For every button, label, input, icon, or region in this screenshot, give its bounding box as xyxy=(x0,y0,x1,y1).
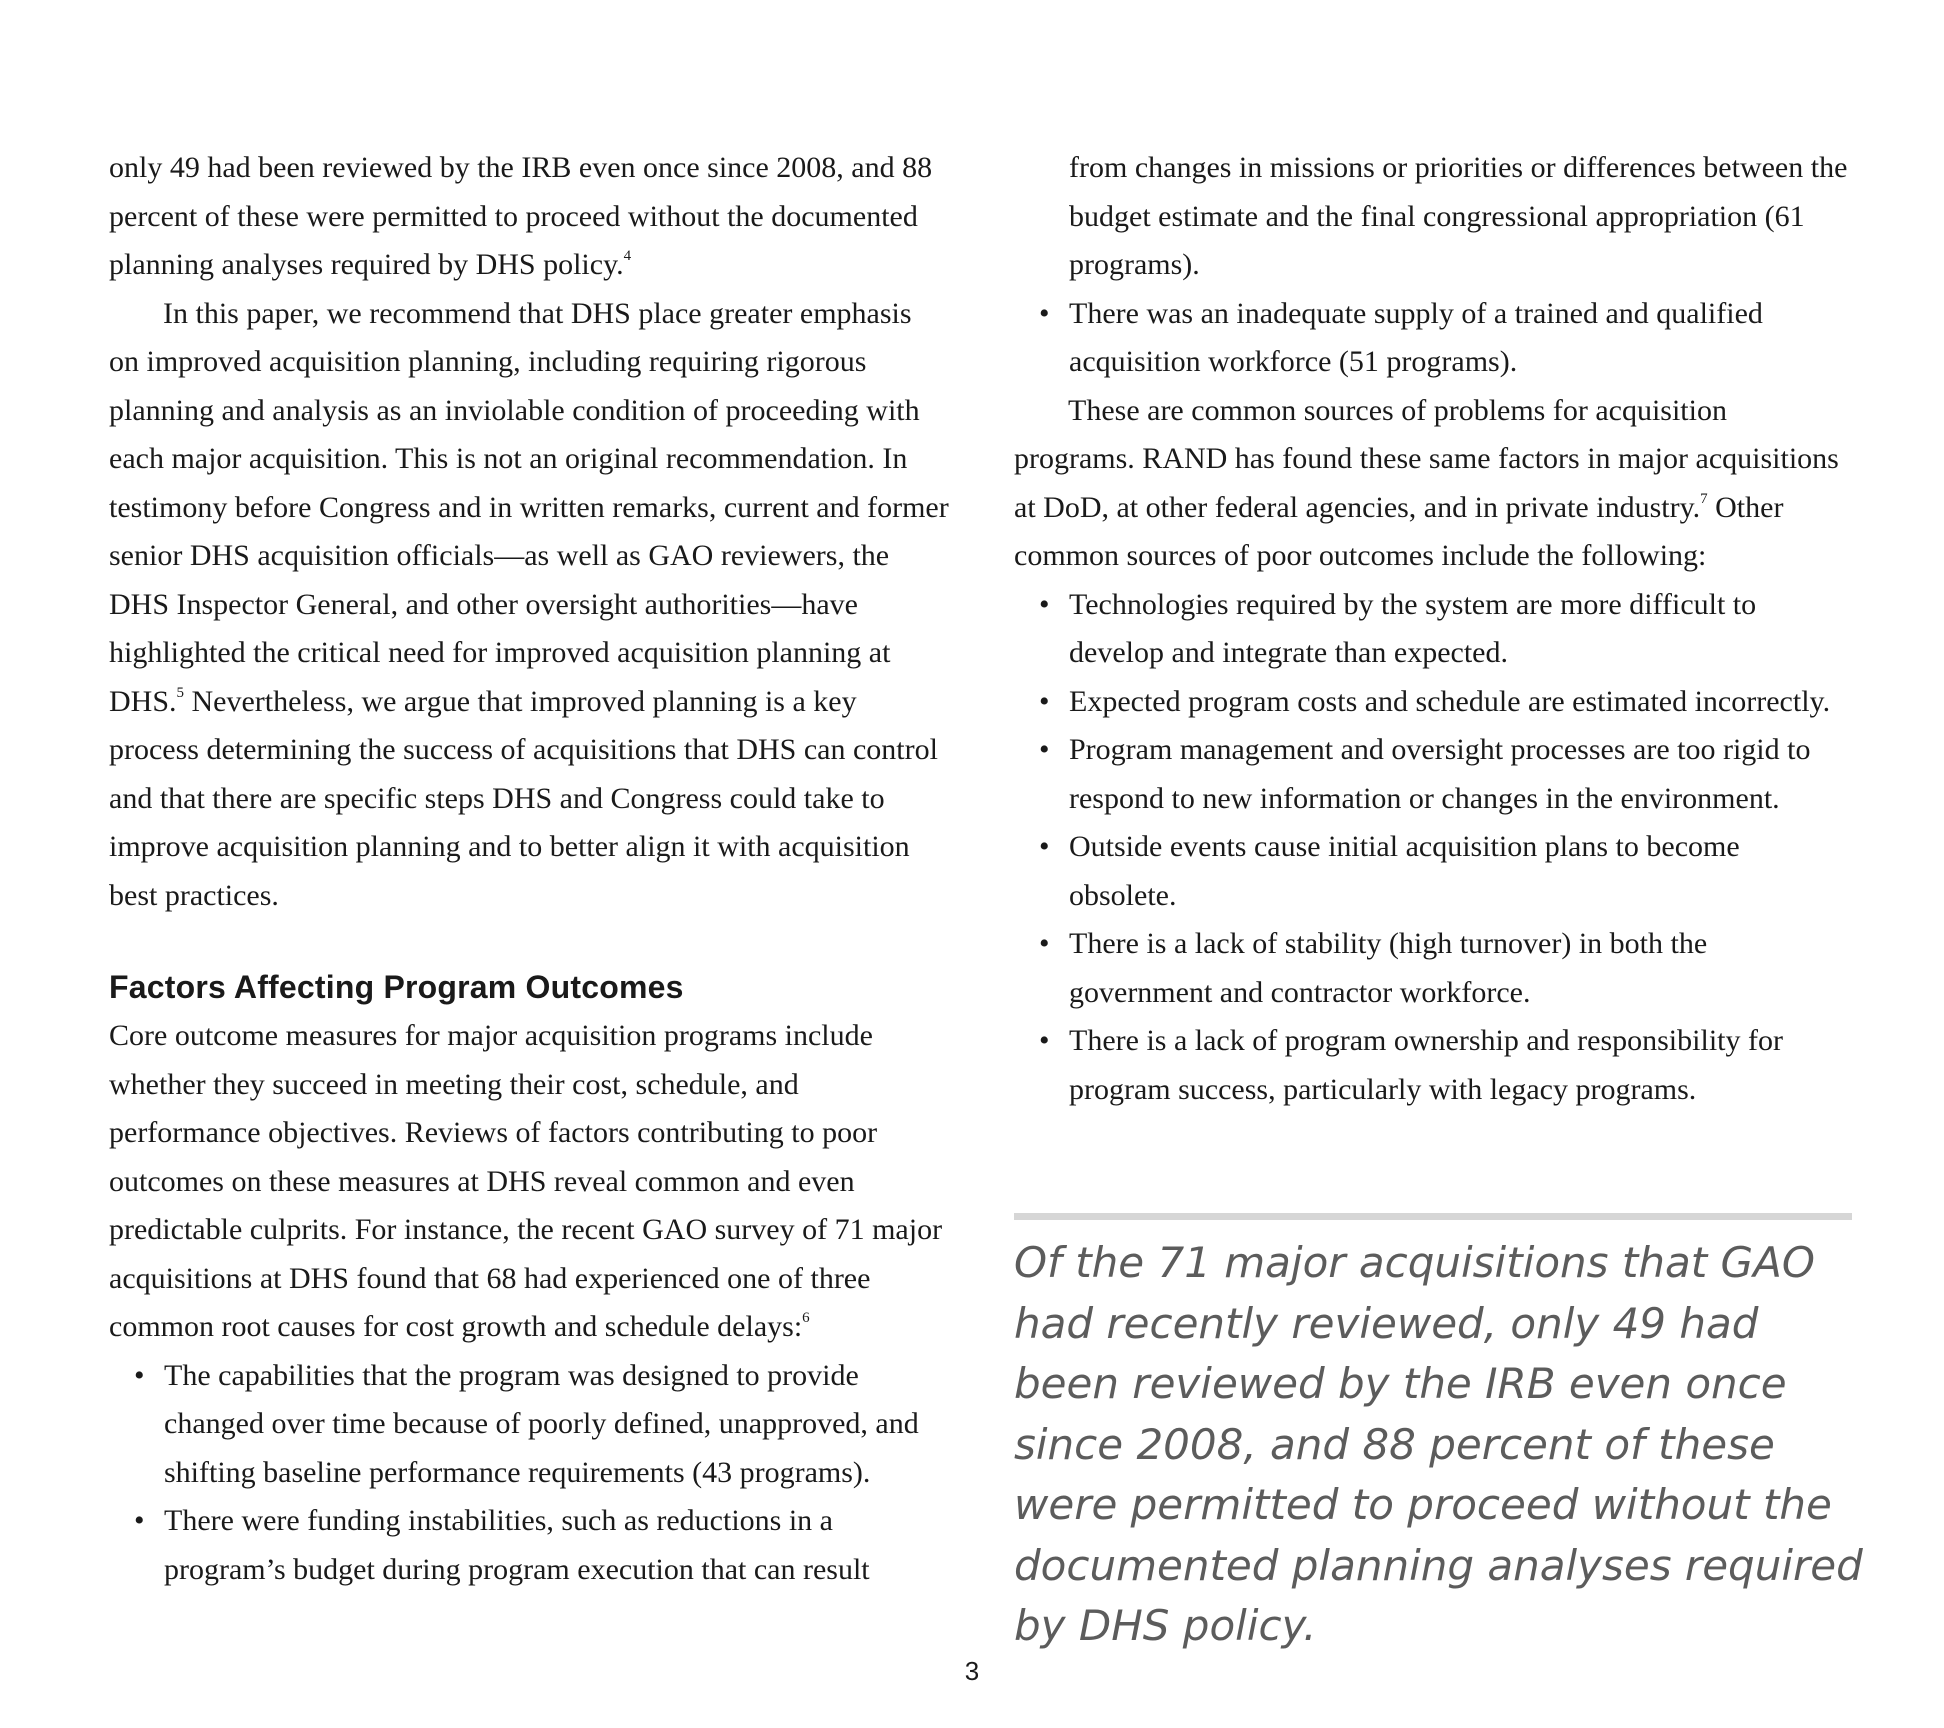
list-item: • There was an inadequate supply of a trained and qualified acquisition workforce (51 programs). xyxy=(1069,290,1854,387)
paragraph-continued: only 49 had been reviewed by the IRB even once since 2008, and 88 percent of these were permitted to proceed without the documented planning analyses required by DHS policy.$^4$ xyxy=(109,151,933,281)
footnote-ref-4[interactable]: 4 xyxy=(623,248,632,264)
paragraph-recommendation: In this paper, we recommend that DHS place greater emphasis on improved acquisition planning, including requiring rigorous planning and analysis as an inviolable condition of proceeding with each major acquisition. This is not an original recommendation. In testimony before Congress and in written remarks, current and former senior DHS acquisition officials—as well as GAO reviewers, the DHS Inspector General, and other oversight authorities—have highlighted the critical need for improved acquisition planning at DHS.$^5$ Nevertheless, we argue that improved planning is a key process determining the success of acquisitions that DHS can control and that there are specific steps DHS and Congress could take to improve acquisition planning and to better align it with acquisition best practices. xyxy=(109,296,949,912)
paragraph-common-sources: These are common sources of problems for acquisition programs. RAND has found these same factors in major acquisitions at DoD, at other federal agencies, and in private industry.$^7$ Other common sources of poor outcomes include the following: xyxy=(1014,393,1839,572)
list-item: • Program management and oversight processes are too rigid to respond to new information or changes in the environment. xyxy=(1069,726,1854,823)
left-column xyxy=(109,144,949,1594)
page-number: 3 xyxy=(964,1656,980,1686)
footnote-ref-7[interactable]: 7 xyxy=(1700,490,1708,507)
footnote-ref-6[interactable]: 6 xyxy=(802,1310,810,1326)
pull-quote: Of the 71 major acquisitions that GAO had recently reviewed, only 49 had been reviewed by the IRB even once since 2008, and 88 percent of these were permitted to proceed without the documented planning analyses required by DHS policy. xyxy=(1014,1238,1863,1650)
right-column xyxy=(1014,144,1854,1114)
list-item: • There is a lack of stability (high turnover) in both the government and contractor workforce. xyxy=(1069,920,1854,1017)
list-item: • The capabilities that the program was designed to provide changed over time because of poorly defined, unapproved, and shifting baseline performance requirements (43 programs). xyxy=(164,1352,949,1498)
poor-outcomes-list xyxy=(1014,581,1854,1115)
paragraph-outcome-measures: Core outcome measures for major acquisition programs include whether they succeed in meeting their cost, schedule, and performance objectives. Reviews of factors contributing to poor outcomes on these measures at DHS reveal common and even predictable culprits. For instance, the recent GAO survey of 71 major acquisitions at DHS found that 68 had experienced one of three common root causes for cost growth and schedule delays:$^6$ xyxy=(109,1019,943,1343)
list-item: • Outside events cause initial acquisition plans to become obsolete. xyxy=(1069,823,1854,920)
list-item-continued: from changes in missions or priorities or differences between the budget estimate and the final congressional appropriation (61 programs). xyxy=(1069,151,1848,281)
root-causes-list-continued xyxy=(1014,144,1854,387)
root-causes-list xyxy=(109,1352,949,1595)
pull-quote-rule xyxy=(1014,1213,1852,1220)
footnote-ref-5[interactable]: 5 xyxy=(176,684,185,701)
section-heading: Factors Affecting Program Outcomes xyxy=(109,969,684,1005)
list-item: • There were funding instabilities, such as reductions in a program’s budget during program execution that can result xyxy=(164,1497,949,1594)
list-item: • Technologies required by the system are more difficult to develop and integrate than expected. xyxy=(1069,581,1854,678)
list-item: • Expected program costs and schedule are estimated incorrectly. xyxy=(1069,678,1854,727)
list-item: • There is a lack of program ownership and responsibility for program success, particularly with legacy programs. xyxy=(1069,1017,1854,1114)
